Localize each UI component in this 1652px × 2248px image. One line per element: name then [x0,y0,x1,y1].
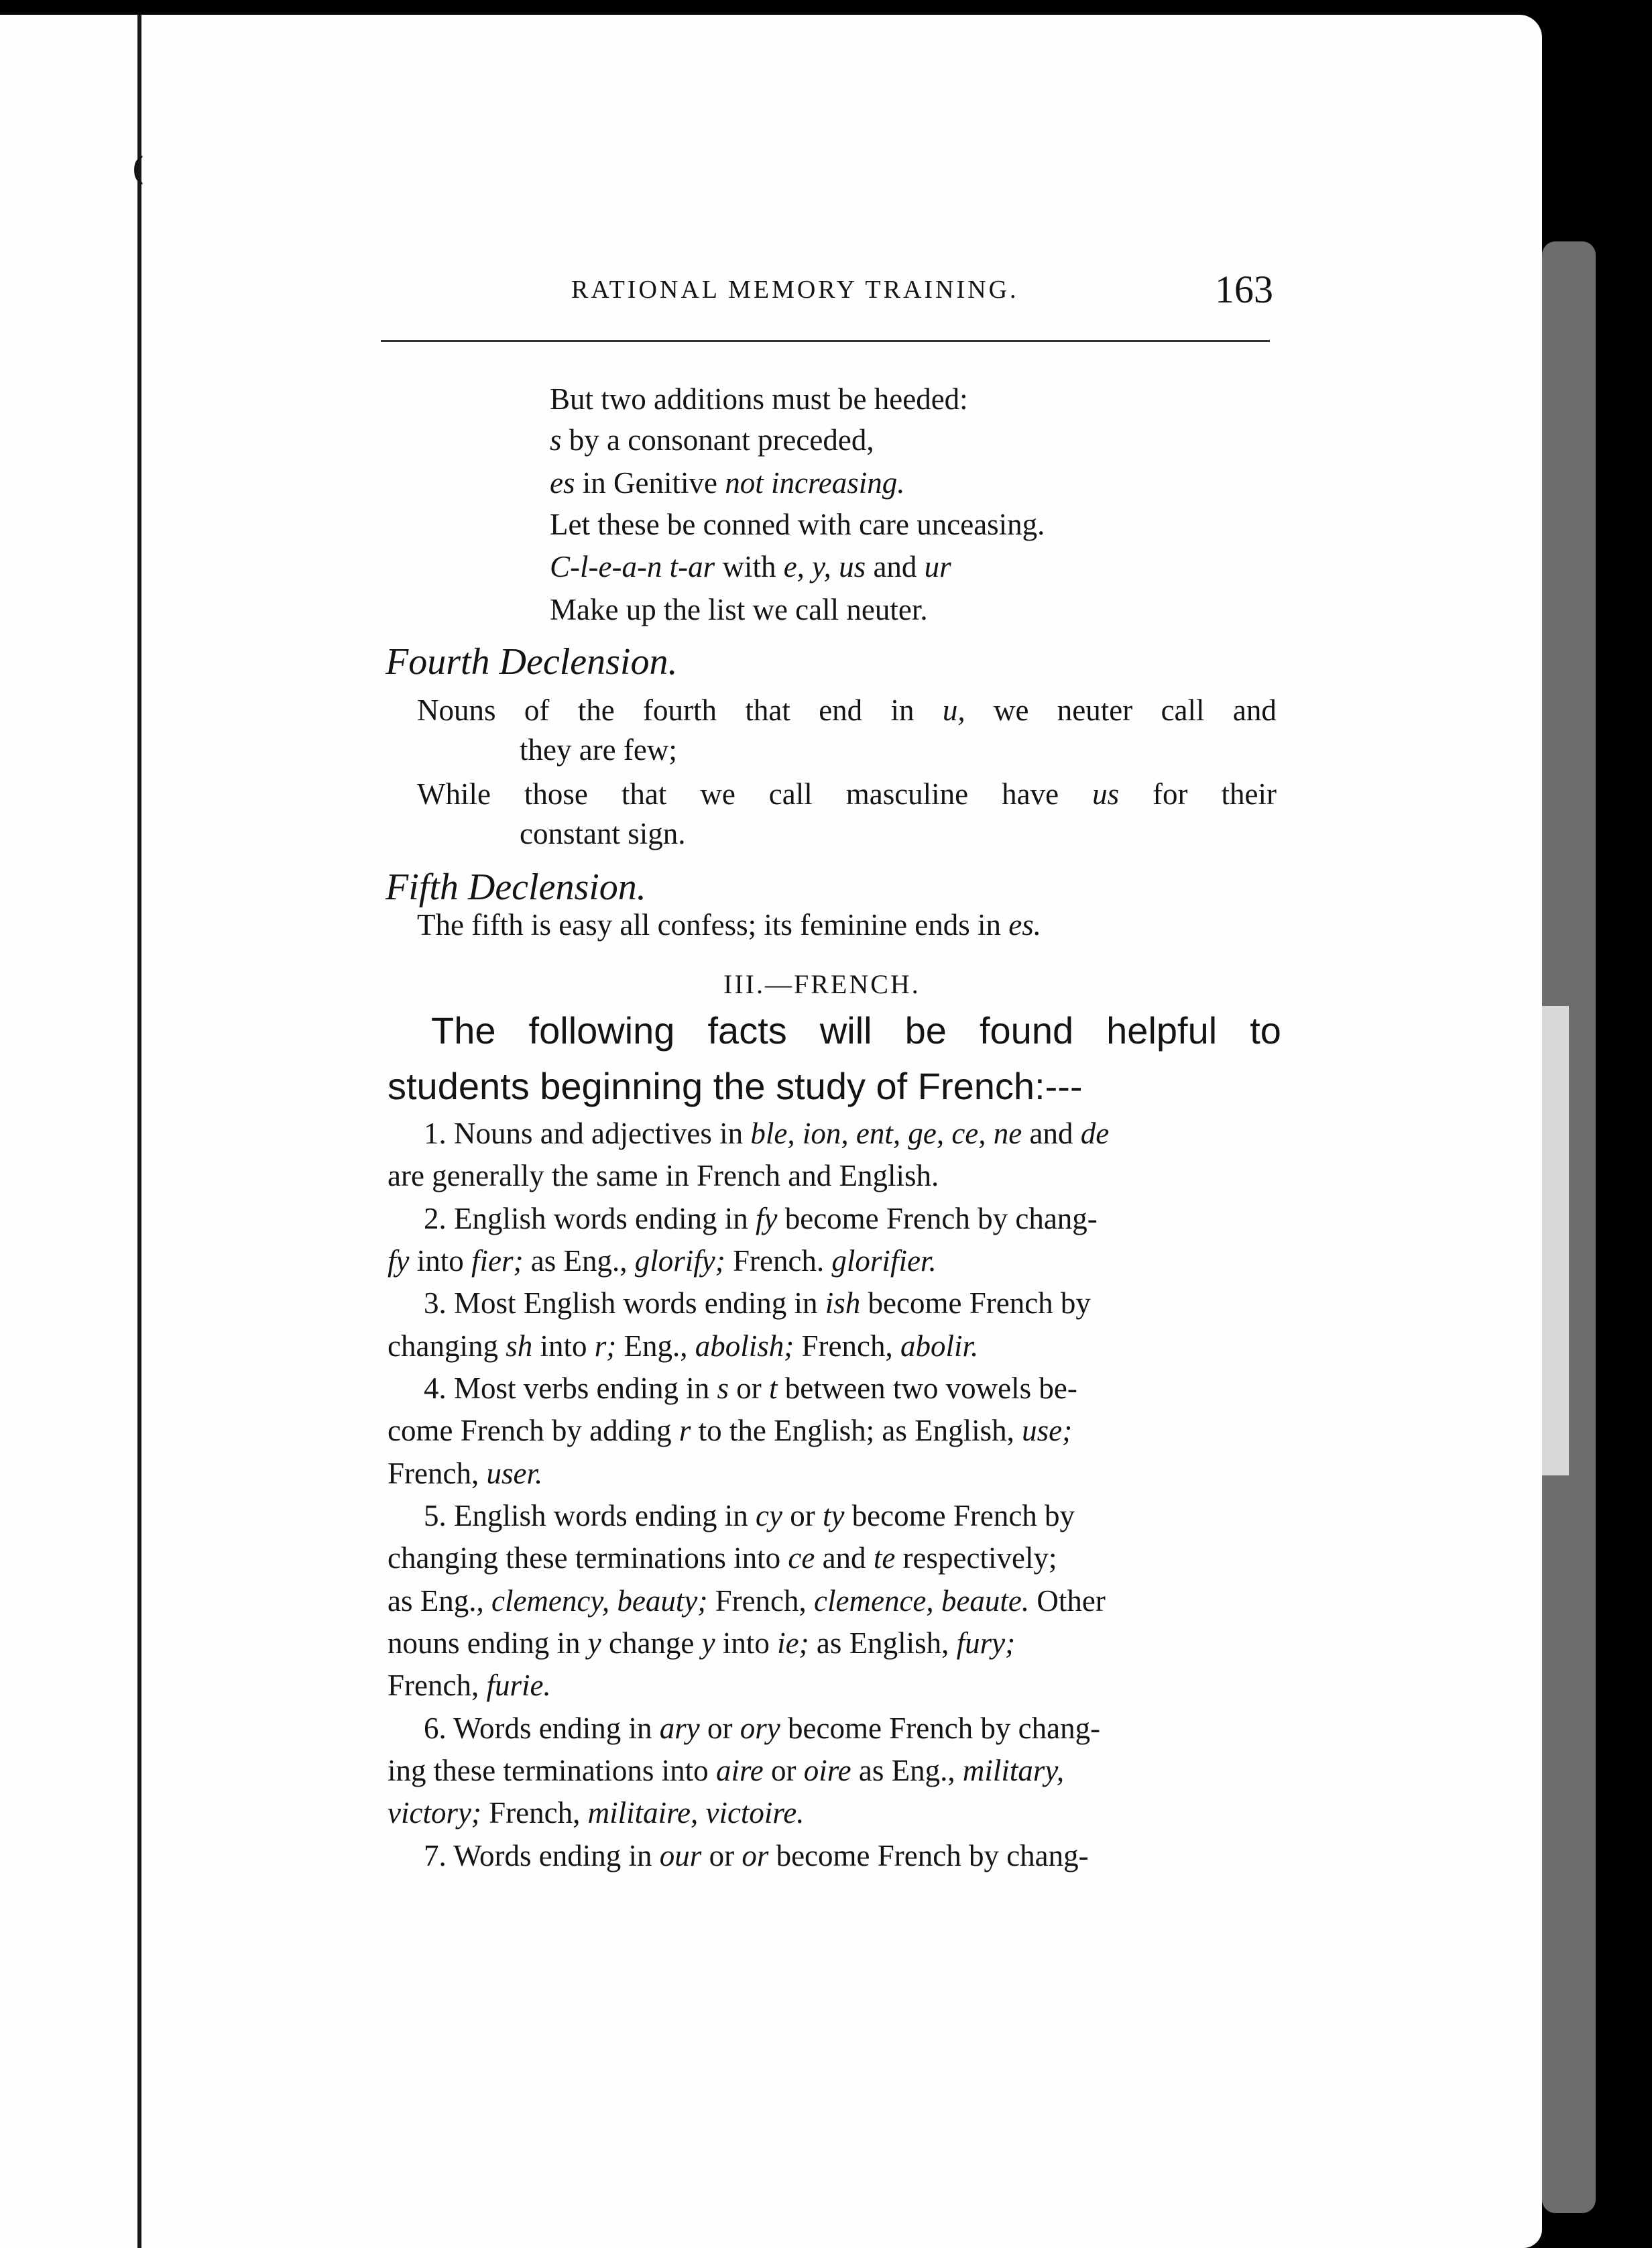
rule-item-line: changing sh into r; Eng., abolish; French, abolir. [388,1329,979,1363]
rule-item-line: as Eng., clemency, beauty; French, clemence, beaute. Other [388,1584,1106,1618]
section-heading: Fourth Declension. [386,641,678,683]
paragraph-line: Nouns of the fourth that end in u, we neuter call and [417,693,1277,727]
paragraph-line: constant sign. [520,817,686,850]
rule-item-start: 7. Words ending in our or or become French by chang- [424,1839,1089,1872]
rule-item-line: changing these terminations into ce and te respectively; [388,1541,1057,1575]
rule-item-line: fy into fier; as Eng., glorify; French. glorifier. [388,1244,937,1278]
verse-line: es in Genitive not increasing. [550,466,905,500]
verse-line: Let these be conned with care unceasing. [550,508,1045,541]
rule-item-line: nouns ending in y change y into ie; as English, fury; [388,1626,1016,1660]
section-title: III.—FRENCH. [723,969,921,999]
rule-item-line: ing these terminations into aire or oire as Eng., military, [388,1754,1065,1787]
book-gutter [137,15,141,2248]
margin-mark: ( [133,150,143,185]
page-edge-highlight [1542,1006,1569,1475]
rule-item-start: 6. Words ending in ary or ory become French by chang- [424,1711,1101,1745]
paragraph-line: The fifth is easy all confess; its feminine ends in es. [417,908,1042,942]
rule-item-line: French, furie. [388,1669,551,1702]
lead-line: students beginning the study of French:--- [388,1065,1083,1107]
rule-item-start: 3. Most English words ending in ish become French by [424,1286,1091,1320]
rule-item-line: are generally the same in French and English. [388,1159,939,1192]
rule-item-start: 5. English words ending in cy or ty become French by [424,1499,1075,1532]
paragraph-line: While those that we call masculine have us for their [417,777,1277,811]
rule-item-start: 1. Nouns and adjectives in ble, ion, ent, ge, ce, ne and de [424,1117,1110,1150]
rule-item-start: 2. English words ending in fy become French by chang- [424,1202,1098,1235]
rule-item-line: French, user. [388,1457,543,1490]
rule-item-start: 4. Most verbs ending in s or t between two vowels be- [424,1371,1077,1405]
rule-item-line: victory; French, militaire, victoire. [388,1796,805,1830]
paragraph-line: they are few; [520,733,677,767]
running-head: RATIONAL MEMORY TRAINING. [571,276,1019,304]
rule-item-line: come French by adding r to the English; as English, use; [388,1414,1073,1447]
lead-line: The following facts will be found helpful to [431,1009,1281,1052]
verse-line: But two additions must be heeded: [550,382,968,416]
page-number: 163 [1215,268,1273,311]
verse-line: s by a consonant preceded, [550,423,874,457]
verse-line: Make up the list we call neuter. [550,593,928,626]
section-heading: Fifth Declension. [386,866,646,908]
verse-line: C-l-e-a-n t-ar with e, y, us and ur [550,550,951,583]
header-rule [381,340,1270,342]
